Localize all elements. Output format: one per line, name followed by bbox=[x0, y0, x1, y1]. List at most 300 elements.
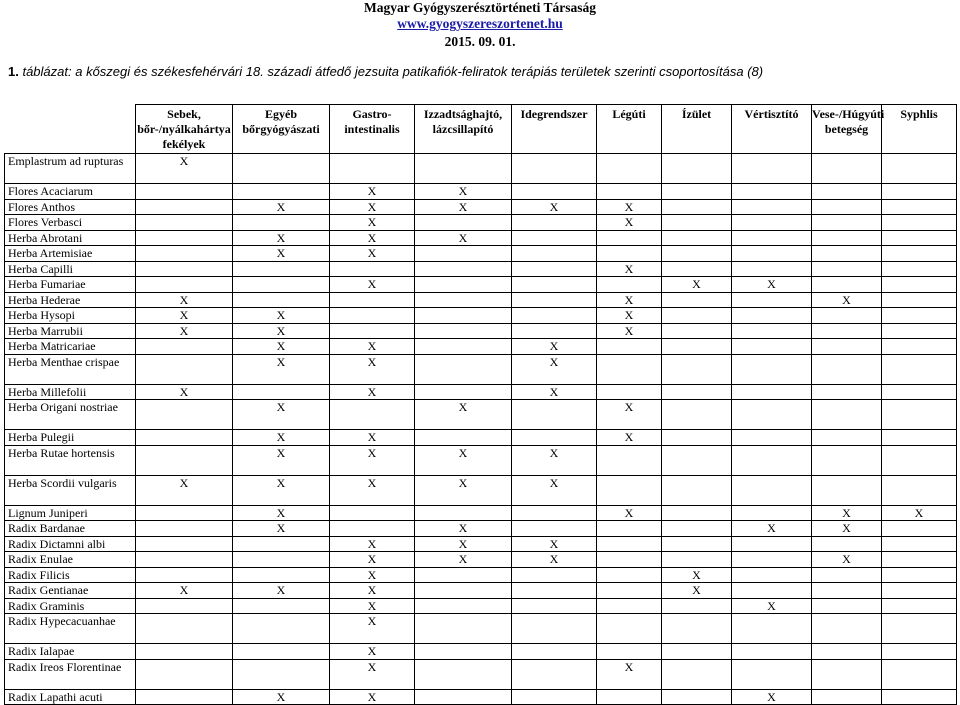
mark-cell bbox=[415, 505, 512, 521]
mark-cell bbox=[233, 614, 330, 644]
mark-cell bbox=[597, 154, 662, 184]
table-row bbox=[5, 430, 957, 446]
mark-cell: X bbox=[330, 354, 415, 384]
mark-cell bbox=[512, 567, 597, 583]
mark-cell bbox=[882, 292, 957, 308]
mark-cell bbox=[597, 689, 662, 705]
remedy-name: Herba Menthae crispae bbox=[5, 354, 136, 384]
mark-cell: X bbox=[330, 598, 415, 614]
mark-cell bbox=[882, 598, 957, 614]
mark-cell: X bbox=[512, 354, 597, 384]
mark-cell bbox=[662, 292, 732, 308]
mark-cell: X bbox=[330, 614, 415, 644]
mark-cell bbox=[512, 505, 597, 521]
mark-cell bbox=[812, 354, 882, 384]
mark-cell: X bbox=[415, 445, 512, 475]
society-title: Magyar Gyógyszerésztörténeti Társaság bbox=[364, 0, 596, 15]
remedy-name: Radix Hypecacuanhae bbox=[5, 614, 136, 644]
table-row bbox=[5, 552, 957, 568]
column-header: Syphlis bbox=[882, 105, 957, 154]
mark-cell bbox=[136, 505, 233, 521]
mark-cell bbox=[732, 505, 812, 521]
table-row bbox=[5, 246, 957, 262]
mark-cell: X bbox=[812, 505, 882, 521]
mark-cell bbox=[882, 475, 957, 505]
mark-cell bbox=[136, 354, 233, 384]
mark-cell bbox=[415, 689, 512, 705]
mark-cell bbox=[597, 614, 662, 644]
mark-cell bbox=[415, 384, 512, 400]
mark-cell bbox=[812, 339, 882, 355]
table-row bbox=[5, 400, 957, 430]
mark-cell bbox=[512, 154, 597, 184]
remedy-name: Herba Millefolii bbox=[5, 384, 136, 400]
mark-cell bbox=[732, 536, 812, 552]
mark-cell bbox=[233, 659, 330, 689]
mark-cell bbox=[415, 614, 512, 644]
mark-cell bbox=[812, 230, 882, 246]
remedy-name: Herba Hysopi bbox=[5, 308, 136, 324]
mark-cell bbox=[882, 246, 957, 262]
mark-cell: X bbox=[812, 521, 882, 537]
mark-cell bbox=[882, 644, 957, 660]
mark-cell bbox=[233, 644, 330, 660]
mark-cell bbox=[512, 230, 597, 246]
mark-cell bbox=[415, 598, 512, 614]
remedy-name: Herba Scordii vulgaris bbox=[5, 475, 136, 505]
mark-cell bbox=[812, 536, 882, 552]
caption-number: 1. bbox=[8, 64, 19, 79]
mark-cell bbox=[662, 400, 732, 430]
table-row bbox=[5, 445, 957, 475]
table-row bbox=[5, 277, 957, 293]
mark-cell bbox=[812, 567, 882, 583]
mark-cell: X bbox=[597, 199, 662, 215]
table-row bbox=[5, 323, 957, 339]
mark-cell bbox=[330, 400, 415, 430]
mark-cell bbox=[882, 567, 957, 583]
column-header: Izzadtsághajtó, lázcsillapító bbox=[415, 105, 512, 154]
mark-cell bbox=[732, 354, 812, 384]
table-row bbox=[5, 154, 957, 184]
column-header: Vese-/Húgyúti betegség bbox=[812, 105, 882, 154]
mark-cell bbox=[732, 184, 812, 200]
mark-cell: X bbox=[415, 184, 512, 200]
mark-cell bbox=[812, 475, 882, 505]
mark-cell bbox=[136, 567, 233, 583]
mark-cell bbox=[330, 323, 415, 339]
remedy-name: Herba Fumariae bbox=[5, 277, 136, 293]
table-row bbox=[5, 292, 957, 308]
mark-cell bbox=[136, 230, 233, 246]
mark-cell bbox=[882, 184, 957, 200]
mark-cell: X bbox=[662, 567, 732, 583]
mark-cell: X bbox=[233, 430, 330, 446]
mark-cell bbox=[812, 644, 882, 660]
mark-cell: X bbox=[597, 430, 662, 446]
mark-cell: X bbox=[512, 552, 597, 568]
mark-cell bbox=[136, 246, 233, 262]
mark-cell bbox=[512, 246, 597, 262]
mark-cell bbox=[662, 339, 732, 355]
mark-cell bbox=[136, 659, 233, 689]
mark-cell bbox=[662, 430, 732, 446]
mark-cell: X bbox=[732, 521, 812, 537]
mark-cell bbox=[512, 521, 597, 537]
mark-cell: X bbox=[415, 552, 512, 568]
table-caption bbox=[8, 64, 763, 79]
mark-cell bbox=[882, 199, 957, 215]
mark-cell: X bbox=[330, 339, 415, 355]
remedy-name: Radix Enulae bbox=[5, 552, 136, 568]
mark-cell bbox=[732, 230, 812, 246]
mark-cell bbox=[662, 354, 732, 384]
mark-cell bbox=[662, 199, 732, 215]
mark-cell bbox=[512, 689, 597, 705]
table-row bbox=[5, 521, 957, 537]
column-header: Ízület bbox=[662, 105, 732, 154]
mark-cell bbox=[882, 261, 957, 277]
mark-cell: X bbox=[233, 521, 330, 537]
mark-cell bbox=[136, 400, 233, 430]
mark-cell bbox=[812, 199, 882, 215]
remedy-name: Herba Abrotani bbox=[5, 230, 136, 246]
mark-cell bbox=[812, 598, 882, 614]
mark-cell bbox=[662, 475, 732, 505]
website-link[interactable]: www.gyogyszereszortenet.hu bbox=[397, 16, 563, 31]
remedy-name: Radix Filicis bbox=[5, 567, 136, 583]
mark-cell: X bbox=[512, 384, 597, 400]
mark-cell bbox=[732, 644, 812, 660]
mark-cell bbox=[812, 246, 882, 262]
mark-cell bbox=[512, 614, 597, 644]
mark-cell: X bbox=[330, 445, 415, 475]
mark-cell bbox=[882, 583, 957, 599]
remedy-name: Flores Verbasci bbox=[5, 215, 136, 231]
mark-cell bbox=[512, 215, 597, 231]
remedy-table bbox=[4, 104, 957, 705]
mark-cell bbox=[597, 567, 662, 583]
column-header: Egyéb bőrgyógyászati bbox=[233, 105, 330, 154]
mark-cell: X bbox=[233, 583, 330, 599]
mark-cell: X bbox=[415, 536, 512, 552]
mark-cell bbox=[882, 445, 957, 475]
mark-cell bbox=[662, 659, 732, 689]
mark-cell bbox=[662, 246, 732, 262]
header-corner bbox=[5, 105, 136, 154]
mark-cell: X bbox=[512, 536, 597, 552]
mark-cell bbox=[512, 659, 597, 689]
mark-cell bbox=[415, 246, 512, 262]
mark-cell bbox=[415, 308, 512, 324]
mark-cell: X bbox=[512, 199, 597, 215]
column-header: Idegrendszer bbox=[512, 105, 597, 154]
mark-cell bbox=[512, 184, 597, 200]
mark-cell bbox=[812, 323, 882, 339]
mark-cell: X bbox=[662, 277, 732, 293]
table-row bbox=[5, 505, 957, 521]
mark-cell bbox=[812, 277, 882, 293]
table-row bbox=[5, 308, 957, 324]
mark-cell bbox=[233, 154, 330, 184]
mark-cell bbox=[330, 261, 415, 277]
table-row bbox=[5, 475, 957, 505]
mark-cell: X bbox=[330, 384, 415, 400]
remedy-name: Herba Pulegii bbox=[5, 430, 136, 446]
mark-cell bbox=[882, 230, 957, 246]
mark-cell bbox=[812, 689, 882, 705]
header-row bbox=[5, 105, 957, 154]
mark-cell bbox=[732, 292, 812, 308]
mark-cell: X bbox=[512, 475, 597, 505]
mark-cell: X bbox=[233, 475, 330, 505]
mark-cell: X bbox=[812, 292, 882, 308]
remedy-name: Flores Acaciarum bbox=[5, 184, 136, 200]
mark-cell bbox=[415, 354, 512, 384]
mark-cell bbox=[415, 567, 512, 583]
mark-cell: X bbox=[330, 689, 415, 705]
mark-cell bbox=[597, 230, 662, 246]
remedy-name: Radix Ialapae bbox=[5, 644, 136, 660]
remedy-name: Radix Gentianae bbox=[5, 583, 136, 599]
mark-cell bbox=[732, 246, 812, 262]
mark-cell bbox=[882, 154, 957, 184]
table-row bbox=[5, 614, 957, 644]
mark-cell: X bbox=[662, 583, 732, 599]
mark-cell bbox=[136, 277, 233, 293]
mark-cell: X bbox=[732, 598, 812, 614]
mark-cell bbox=[233, 261, 330, 277]
table-row bbox=[5, 598, 957, 614]
mark-cell: X bbox=[233, 199, 330, 215]
mark-cell: X bbox=[597, 261, 662, 277]
mark-cell: X bbox=[233, 445, 330, 475]
mark-cell bbox=[812, 614, 882, 644]
mark-cell bbox=[415, 215, 512, 231]
table-row bbox=[5, 536, 957, 552]
mark-cell bbox=[732, 659, 812, 689]
mark-cell bbox=[233, 384, 330, 400]
mark-cell: X bbox=[597, 659, 662, 689]
mark-cell bbox=[136, 215, 233, 231]
mark-cell: X bbox=[136, 154, 233, 184]
mark-cell bbox=[662, 505, 732, 521]
mark-cell bbox=[732, 614, 812, 644]
mark-cell: X bbox=[136, 323, 233, 339]
mark-cell bbox=[732, 552, 812, 568]
mark-cell bbox=[330, 505, 415, 521]
mark-cell bbox=[597, 339, 662, 355]
remedy-name: Herba Origani nostriae bbox=[5, 400, 136, 430]
remedy-name: Herba Capilli bbox=[5, 261, 136, 277]
table-row bbox=[5, 644, 957, 660]
table-row bbox=[5, 230, 957, 246]
mark-cell: X bbox=[136, 583, 233, 599]
mark-cell: X bbox=[597, 505, 662, 521]
mark-cell bbox=[812, 215, 882, 231]
mark-cell bbox=[136, 598, 233, 614]
remedy-name: Herba Artemisiae bbox=[5, 246, 136, 262]
table-row bbox=[5, 384, 957, 400]
mark-cell: X bbox=[415, 475, 512, 505]
mark-cell bbox=[662, 689, 732, 705]
mark-cell: X bbox=[330, 246, 415, 262]
mark-cell bbox=[512, 644, 597, 660]
mark-cell bbox=[732, 339, 812, 355]
table-row bbox=[5, 339, 957, 355]
mark-cell bbox=[512, 598, 597, 614]
mark-cell: X bbox=[330, 277, 415, 293]
mark-cell bbox=[597, 644, 662, 660]
mark-cell: X bbox=[330, 215, 415, 231]
mark-cell bbox=[882, 552, 957, 568]
remedy-name: Herba Rutae hortensis bbox=[5, 445, 136, 475]
mark-cell: X bbox=[233, 354, 330, 384]
mark-cell: X bbox=[415, 199, 512, 215]
mark-cell: X bbox=[597, 215, 662, 231]
mark-cell bbox=[882, 521, 957, 537]
mark-cell: X bbox=[512, 445, 597, 475]
table-row bbox=[5, 261, 957, 277]
mark-cell bbox=[882, 354, 957, 384]
mark-cell bbox=[136, 430, 233, 446]
mark-cell bbox=[136, 339, 233, 355]
mark-cell bbox=[882, 430, 957, 446]
mark-cell: X bbox=[233, 308, 330, 324]
mark-cell: X bbox=[330, 552, 415, 568]
mark-cell bbox=[136, 552, 233, 568]
mark-cell bbox=[136, 614, 233, 644]
mark-cell: X bbox=[330, 644, 415, 660]
mark-cell bbox=[882, 277, 957, 293]
mark-cell bbox=[597, 384, 662, 400]
mark-cell bbox=[512, 308, 597, 324]
table-row bbox=[5, 184, 957, 200]
mark-cell: X bbox=[136, 384, 233, 400]
mark-cell: X bbox=[233, 689, 330, 705]
mark-cell bbox=[662, 154, 732, 184]
mark-cell bbox=[597, 246, 662, 262]
table-row bbox=[5, 583, 957, 599]
mark-cell bbox=[812, 583, 882, 599]
mark-cell bbox=[882, 308, 957, 324]
mark-cell bbox=[136, 184, 233, 200]
mark-cell bbox=[233, 552, 330, 568]
mark-cell bbox=[415, 261, 512, 277]
mark-cell bbox=[136, 536, 233, 552]
table-row bbox=[5, 199, 957, 215]
mark-cell bbox=[512, 400, 597, 430]
mark-cell: X bbox=[597, 323, 662, 339]
remedy-name: Emplastrum ad rupturas bbox=[5, 154, 136, 184]
table-row bbox=[5, 215, 957, 231]
mark-cell: X bbox=[732, 689, 812, 705]
mark-cell bbox=[662, 261, 732, 277]
remedy-name: Herba Hederae bbox=[5, 292, 136, 308]
remedy-name: Herba Marrubii bbox=[5, 323, 136, 339]
mark-cell bbox=[662, 323, 732, 339]
mark-cell: X bbox=[330, 659, 415, 689]
mark-cell bbox=[662, 614, 732, 644]
mark-cell bbox=[415, 430, 512, 446]
mark-cell bbox=[662, 644, 732, 660]
mark-cell: X bbox=[330, 536, 415, 552]
mark-cell: X bbox=[812, 552, 882, 568]
mark-cell bbox=[662, 230, 732, 246]
mark-cell: X bbox=[233, 400, 330, 430]
mark-cell bbox=[662, 184, 732, 200]
mark-cell bbox=[812, 400, 882, 430]
mark-cell bbox=[330, 292, 415, 308]
mark-cell bbox=[662, 552, 732, 568]
mark-cell bbox=[882, 400, 957, 430]
mark-cell bbox=[662, 536, 732, 552]
mark-cell bbox=[732, 323, 812, 339]
table-row bbox=[5, 567, 957, 583]
mark-cell bbox=[512, 583, 597, 599]
mark-cell bbox=[233, 277, 330, 293]
mark-cell bbox=[882, 689, 957, 705]
mark-cell bbox=[415, 292, 512, 308]
mark-cell bbox=[597, 521, 662, 537]
remedy-name: Flores Anthos bbox=[5, 199, 136, 215]
remedy-name: Radix Dictamni albi bbox=[5, 536, 136, 552]
column-header: Sebek, bőr-/nyálkahártya fekélyek bbox=[136, 105, 233, 154]
mark-cell bbox=[662, 215, 732, 231]
mark-cell: X bbox=[732, 277, 812, 293]
column-header: Légúti bbox=[597, 105, 662, 154]
mark-cell bbox=[233, 598, 330, 614]
remedy-name: Radix Graminis bbox=[5, 598, 136, 614]
mark-cell bbox=[882, 215, 957, 231]
remedy-name: Radix Ireos Florentinae bbox=[5, 659, 136, 689]
mark-cell bbox=[136, 644, 233, 660]
mark-cell bbox=[812, 384, 882, 400]
mark-cell: X bbox=[882, 505, 957, 521]
mark-cell bbox=[812, 261, 882, 277]
mark-cell bbox=[732, 384, 812, 400]
mark-cell bbox=[512, 323, 597, 339]
mark-cell bbox=[597, 354, 662, 384]
remedy-name: Radix Bardanae bbox=[5, 521, 136, 537]
mark-cell bbox=[415, 659, 512, 689]
mark-cell bbox=[812, 659, 882, 689]
mark-cell bbox=[662, 521, 732, 537]
column-header: Gastro-intestinalis bbox=[330, 105, 415, 154]
mark-cell bbox=[415, 277, 512, 293]
mark-cell: X bbox=[330, 567, 415, 583]
mark-cell bbox=[415, 323, 512, 339]
remedy-name: Herba Matricariae bbox=[5, 339, 136, 355]
mark-cell bbox=[732, 308, 812, 324]
mark-cell: X bbox=[136, 475, 233, 505]
mark-cell bbox=[136, 689, 233, 705]
mark-cell bbox=[882, 323, 957, 339]
mark-cell: X bbox=[415, 400, 512, 430]
mark-cell: X bbox=[512, 339, 597, 355]
mark-cell: X bbox=[233, 323, 330, 339]
mark-cell bbox=[662, 384, 732, 400]
caption-text: táblázat: a kőszegi és székesfehérvári 18. századi átfedő jezsuita patikafiók-feliratok terápiás területek szerinti csoportosítása (8) bbox=[22, 64, 764, 79]
mark-cell: X bbox=[330, 199, 415, 215]
mark-cell bbox=[233, 184, 330, 200]
mark-cell bbox=[597, 475, 662, 505]
mark-cell bbox=[136, 521, 233, 537]
remedy-name: Lignum Juniperi bbox=[5, 505, 136, 521]
mark-cell: X bbox=[415, 521, 512, 537]
mark-cell bbox=[732, 154, 812, 184]
mark-cell bbox=[330, 308, 415, 324]
